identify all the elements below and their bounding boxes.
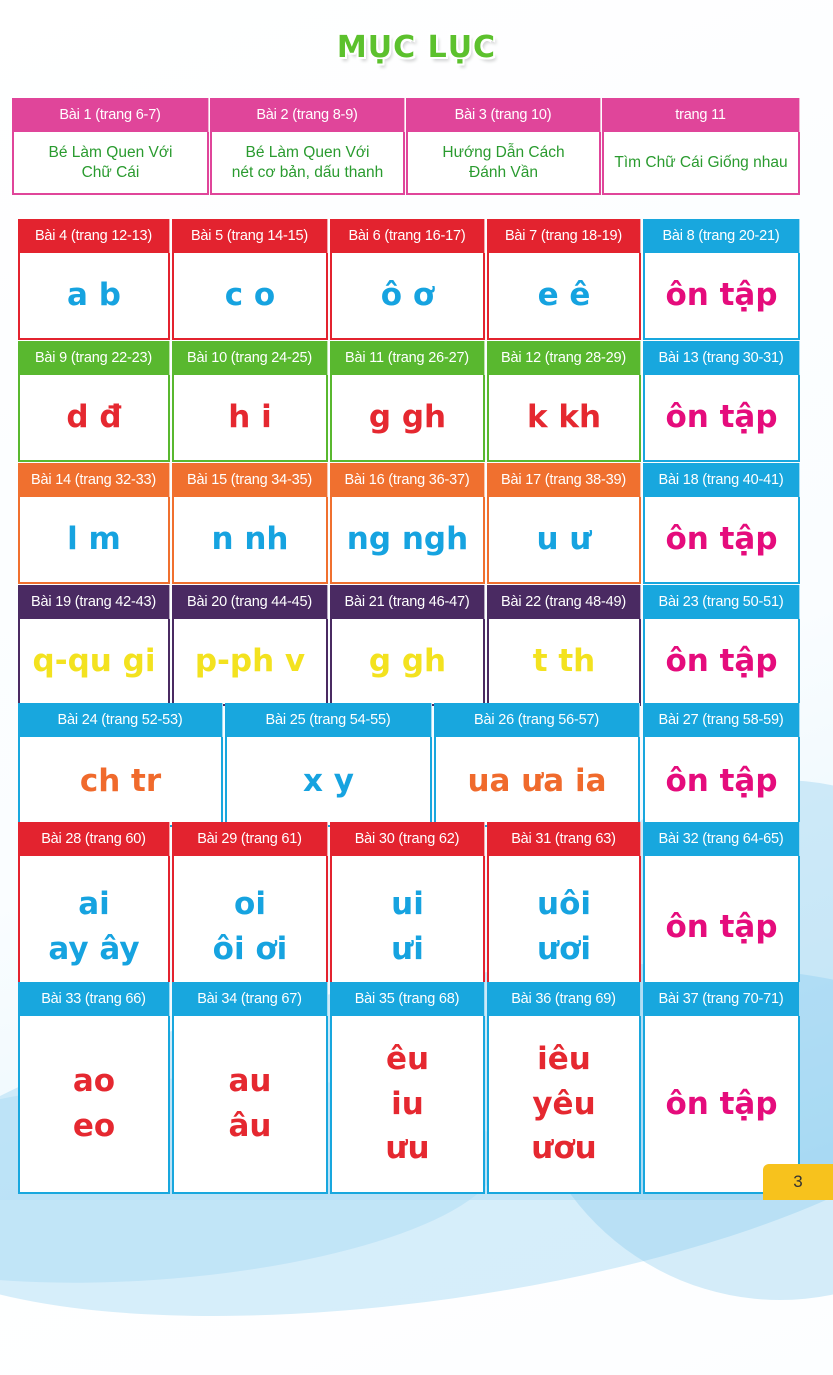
lesson-content [174,253,326,338]
lesson-content [645,497,798,582]
lesson-header: Bài 12 (trang 28-29) [487,341,641,375]
lesson-header: Bài 28 (trang 60) [18,822,170,856]
lesson-cell [225,703,432,827]
lesson-letters: a b [67,277,121,314]
lesson-header: Bài 25 (trang 54-55) [225,703,432,737]
lesson-letters: h i [228,399,272,436]
lesson-letters: ôn tập [665,399,778,436]
lesson-content [20,253,168,338]
lesson-header: Bài 13 (trang 30-31) [643,341,800,375]
lesson-letters: n nh [211,521,289,558]
lesson-letters: oi [234,886,266,923]
lesson-letters: t th [532,643,596,680]
lesson-title-line: Bé Làm Quen Với [245,144,370,162]
lesson-cell [643,341,800,462]
lesson-cell [172,463,328,584]
lesson-letters: ưi [391,931,424,967]
lesson-header: Bài 22 (trang 48-49) [487,585,641,619]
lesson-content [174,856,326,998]
lesson-header: Bài 33 (trang 66) [18,982,170,1016]
lesson-header: Bài 4 (trang 12-13) [18,219,170,253]
lesson-content [489,619,639,704]
lesson-content [408,132,599,193]
lesson-cell [602,98,800,195]
lesson-header: Bài 3 (trang 10) [406,98,601,132]
lesson-letters: k kh [526,399,602,436]
lesson-cell [18,822,170,1000]
lesson-title-line: Bé Làm Quen Với [48,144,173,162]
lesson-letters: l m [67,521,121,558]
lesson-header: Bài 10 (trang 24-25) [172,341,328,375]
lesson-cell [172,341,328,462]
lesson-content [20,619,168,704]
lesson-cell [18,219,170,340]
lesson-cell [487,219,641,340]
lesson-cell [12,98,209,195]
lesson-cell [643,982,800,1194]
lesson-cell [172,822,328,1000]
lesson-cell [172,982,328,1194]
lesson-header: Bài 26 (trang 56-57) [434,703,640,737]
lesson-title-line: Chữ Cái [81,163,140,181]
lesson-header: Bài 35 (trang 68) [330,982,485,1016]
lesson-cell [643,219,800,340]
lesson-content [645,856,798,998]
lesson-header: Bài 9 (trang 22-23) [18,341,170,375]
lesson-content [227,737,430,825]
lesson-content [645,737,798,825]
lesson-content [174,619,326,704]
lesson-header: Bài 14 (trang 32-33) [18,463,170,497]
lesson-header: trang 11 [602,98,800,132]
lesson-letters: ôn tập [665,762,778,799]
lesson-letters: g gh [368,399,447,436]
lesson-content [20,737,221,825]
lesson-letters: ui [391,886,424,923]
lesson-header: Bài 24 (trang 52-53) [18,703,223,737]
lesson-cell [487,341,641,462]
lesson-content [332,856,483,998]
lesson-letters: âu [228,1108,272,1144]
lesson-letters: ưu [385,1130,430,1167]
lesson-cell [330,822,485,1000]
lesson-header: Bài 16 (trang 36-37) [330,463,485,497]
lesson-header: Bài 17 (trang 38-39) [487,463,641,497]
lesson-cell [18,585,170,706]
lesson-content [20,856,168,998]
lesson-header: Bài 29 (trang 61) [172,822,328,856]
lesson-letters: ôi ơi [212,931,288,967]
lesson-cell [434,703,640,827]
lesson-content [212,132,403,193]
lesson-letters: g gh [368,643,447,680]
lesson-cell [18,982,170,1194]
lesson-content [174,497,326,582]
lesson-letters: ao [72,1063,116,1100]
lesson-content [645,253,798,338]
lesson-header: Bài 20 (trang 44-45) [172,585,328,619]
lesson-content [332,375,483,460]
lesson-letters: ua ưa ia [467,762,607,799]
lesson-letters: c o [224,277,276,314]
lesson-header: Bài 8 (trang 20-21) [643,219,800,253]
lesson-content [436,737,638,825]
lesson-letters: ai [78,886,110,923]
lesson-header: Bài 37 (trang 70-71) [643,982,800,1016]
lesson-header: Bài 27 (trang 58-59) [643,703,800,737]
lesson-letters: êu [385,1040,430,1077]
lesson-header: Bài 5 (trang 14-15) [172,219,328,253]
lesson-letters: ay ây [48,931,140,967]
lesson-letters: ôn tập [665,908,778,945]
lesson-header: Bài 34 (trang 67) [172,982,328,1016]
lesson-content [332,619,483,704]
lesson-letters: ôn tập [665,643,778,680]
lesson-cell [487,585,641,706]
lesson-content [332,1016,483,1192]
lesson-letters: p-ph v [194,643,306,680]
lesson-content [20,497,168,582]
lesson-cell [18,703,223,827]
lesson-letters: ng ngh [346,521,469,558]
lesson-content [332,497,483,582]
lesson-cell [330,585,485,706]
lesson-content [174,1016,326,1192]
lesson-header: Bài 18 (trang 40-41) [643,463,800,497]
lesson-cell [18,463,170,584]
page-title: MỤC LỤC [336,30,497,65]
lesson-title-line: Đánh Vần [469,163,538,181]
lesson-cell [330,219,485,340]
lesson-header: Bài 11 (trang 26-27) [330,341,485,375]
lesson-content [604,132,798,193]
lesson-title-line: Tìm Chữ Cái Giống nhau [614,153,788,171]
lesson-cell [172,585,328,706]
lesson-letters: eo [72,1108,116,1144]
lesson-letters: iu [391,1085,424,1122]
lesson-header: Bài 2 (trang 8-9) [210,98,405,132]
lesson-cell [406,98,601,195]
lesson-content [489,253,639,338]
lesson-header: Bài 21 (trang 46-47) [330,585,485,619]
lesson-letters: u ư [536,521,592,558]
lesson-letters: q-qu gi [32,643,156,680]
lesson-letters: ôn tập [665,1085,778,1122]
lesson-header: Bài 30 (trang 62) [330,822,485,856]
lesson-letters: ch tr [79,762,162,799]
lesson-cell [210,98,405,195]
lesson-header: Bài 6 (trang 16-17) [330,219,485,253]
lesson-letters: ươu [531,1130,597,1167]
lesson-cell [330,463,485,584]
lesson-cell [643,822,800,1000]
lesson-cell [487,822,641,1000]
lesson-content [489,856,639,998]
lesson-letters: ươi [537,931,591,967]
lesson-title-line: Hướng Dẫn Cách [442,144,565,162]
lesson-letters: uôi [537,886,591,923]
lesson-header: Bài 32 (trang 64-65) [643,822,800,856]
lesson-letters: ôn tập [665,521,778,558]
lesson-content [20,375,168,460]
lesson-letters: d đ [66,399,122,436]
lesson-title-line: nét cơ bản, dấu thanh [231,163,384,181]
lesson-content [489,375,639,460]
lesson-letters: ôn tập [665,277,778,314]
lesson-content [20,1016,168,1192]
lesson-content [489,1016,639,1192]
lesson-content [489,497,639,582]
lesson-header: Bài 31 (trang 63) [487,822,641,856]
lesson-header: Bài 36 (trang 69) [487,982,641,1016]
lesson-content [174,375,326,460]
lesson-letters: ô ơ [380,277,435,314]
lesson-cell [643,585,800,706]
lesson-letters: iêu [537,1040,591,1077]
page-number: 3 [763,1164,833,1200]
lesson-cell [487,982,641,1194]
lesson-content [645,375,798,460]
lesson-cell [330,341,485,462]
lesson-cell [330,982,485,1194]
lesson-letters: yêu [532,1085,596,1122]
lesson-cell [487,463,641,584]
lesson-header: Bài 15 (trang 34-35) [172,463,328,497]
lesson-header: Bài 23 (trang 50-51) [643,585,800,619]
lesson-content [332,253,483,338]
lesson-header: Bài 19 (trang 42-43) [18,585,170,619]
lesson-cell [18,341,170,462]
lesson-content [645,619,798,704]
lesson-letters: e ê [537,277,591,314]
lesson-letters: x y [303,762,354,799]
lesson-letters: au [228,1063,272,1100]
lesson-cell [643,703,800,827]
lesson-cell [172,219,328,340]
lesson-header: Bài 7 (trang 18-19) [487,219,641,253]
lesson-cell [643,463,800,584]
lesson-content [14,132,207,193]
lesson-header: Bài 1 (trang 6-7) [12,98,209,132]
